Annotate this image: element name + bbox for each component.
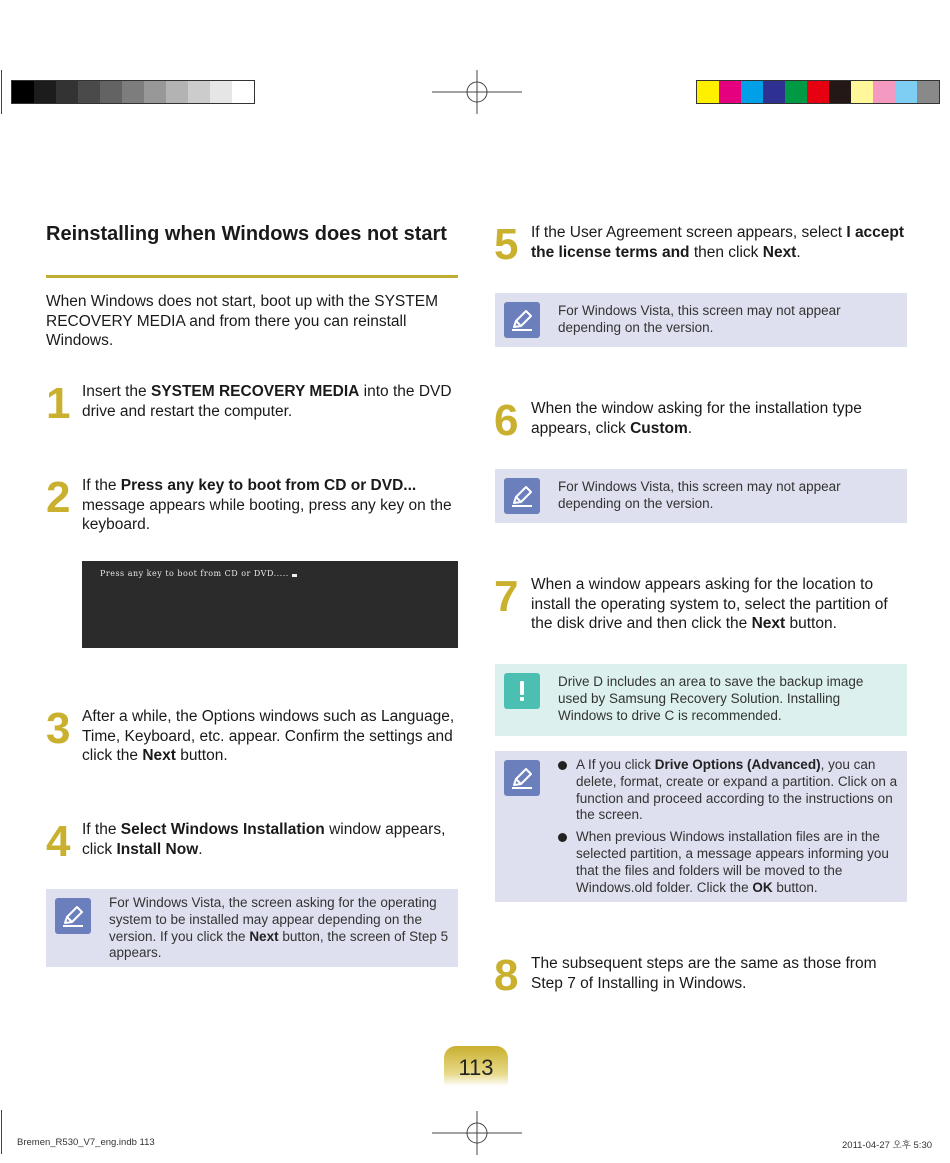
intro-paragraph: When Windows does not start, boot up with the SYSTEM RECOVERY MEDIA and from there you can reinstall Windows. [46, 293, 438, 349]
bullet-icon [558, 833, 567, 842]
color-bar [696, 80, 940, 104]
registration-mark-top [432, 70, 522, 114]
step-1-number: 1 [46, 379, 71, 428]
exclamation-icon [504, 673, 540, 709]
note-step-5-text: For Windows Vista, this screen may not appear depending on the version. [558, 303, 841, 335]
boot-message: Press any key to boot from CD or DVD..... [100, 569, 297, 578]
warning-note-step-7 [495, 664, 907, 736]
step-2-number: 2 [46, 473, 71, 522]
step-7-number: 7 [494, 572, 519, 621]
gray-swatch [166, 81, 188, 103]
crop-mark-left [1, 70, 2, 114]
step-5-text: If the User Agreement screen appears, select I accept the license terms and then click Next. [531, 224, 905, 261]
step-5-number: 5 [494, 220, 519, 269]
note-step-6-text: For Windows Vista, this screen may not appear depending on the version. [558, 479, 841, 511]
gray-swatch [12, 81, 34, 103]
gray-swatch [210, 81, 232, 103]
gray-swatch [232, 81, 254, 103]
step-6-text: When the window asking for the installation type appears, click Custom. [531, 400, 862, 437]
cursor-icon [292, 574, 297, 577]
color-swatch [719, 81, 741, 103]
step-2-text: If the Press any key to boot from CD or DVD... message appears while booting, press any key on the keyboard. [82, 477, 452, 533]
pencil-note-icon [55, 898, 91, 934]
footer-file-info: Bremen_R530_V7_eng.indb 113 [17, 1137, 155, 1148]
note-step-4 [46, 889, 458, 967]
note-step-6 [495, 469, 907, 523]
color-swatch [829, 81, 851, 103]
step-8-number: 8 [494, 951, 519, 1000]
gray-swatch [78, 81, 100, 103]
section-title: Reinstalling when Windows does not start [46, 223, 447, 245]
note-step-7-bullets-text [558, 757, 898, 901]
note-step-7-bullets [495, 751, 907, 902]
step-3-number: 3 [46, 704, 71, 753]
color-swatch [873, 81, 895, 103]
gray-swatch [100, 81, 122, 103]
step-4-text: If the Select Windows Installation window appears, click Install Now. [82, 821, 446, 858]
step-3-text: After a while, the Options windows such as Language, Time, Keyboard, etc. appear. Confirm the settings and click the Next button. [82, 708, 455, 764]
pencil-note-icon [504, 478, 540, 514]
warning-note-step-7-text: Drive D includes an area to save the backup image used by Samsung Recovery Solution. Installing Windows to drive C is recommended. [558, 674, 864, 723]
step-1-text: Insert the SYSTEM RECOVERY MEDIA into the DVD drive and restart the computer. [82, 383, 452, 420]
step-7-text: When a window appears asking for the location to install the operating system to, select the partition of the disk drive and then click the Next button. [531, 576, 888, 632]
boot-screen-image [82, 561, 458, 648]
registration-mark-bottom [432, 1111, 522, 1155]
note-step-4-text: For Windows Vista, the screen asking for the operating system to be installed may appear depending on the version. If you click the Next button, the screen of Step 5 appears. [109, 895, 449, 961]
title-underline [46, 275, 458, 278]
step-6-number: 6 [494, 396, 519, 445]
color-swatch [697, 81, 719, 103]
step-8-text: The subsequent steps are the same as those from Step 7 of Installing in Windows. [531, 955, 877, 992]
crop-mark-bottom-left [1, 1110, 2, 1154]
gray-swatch [56, 81, 78, 103]
color-swatch [807, 81, 829, 103]
bullet-icon [558, 761, 567, 770]
list-item: A If you click Drive Options (Advanced), you can delete, format, create or expand a partition. Click on a function and proceed according to the instructions on the screen. [558, 757, 898, 824]
grayscale-bar [11, 80, 255, 104]
step-4-number: 4 [46, 817, 71, 866]
list-item: When previous Windows installation files are in the selected partition, a message appears informing you that the files and folders will be moved to the Windows.old folder. Click the OK button. [558, 829, 898, 896]
gray-swatch [34, 81, 56, 103]
pencil-note-icon [504, 760, 540, 796]
page-number: 113 [458, 1055, 494, 1080]
color-swatch [895, 81, 917, 103]
color-swatch [741, 81, 763, 103]
color-swatch [917, 81, 939, 103]
footer-timestamp: 2011-04-27 오후 5:30 [842, 1140, 933, 1151]
color-swatch [851, 81, 873, 103]
gray-swatch [122, 81, 144, 103]
pencil-note-icon [504, 302, 540, 338]
gray-swatch [144, 81, 166, 103]
color-swatch [785, 81, 807, 103]
gray-swatch [188, 81, 210, 103]
color-swatch [763, 81, 785, 103]
note-step-5 [495, 293, 907, 347]
